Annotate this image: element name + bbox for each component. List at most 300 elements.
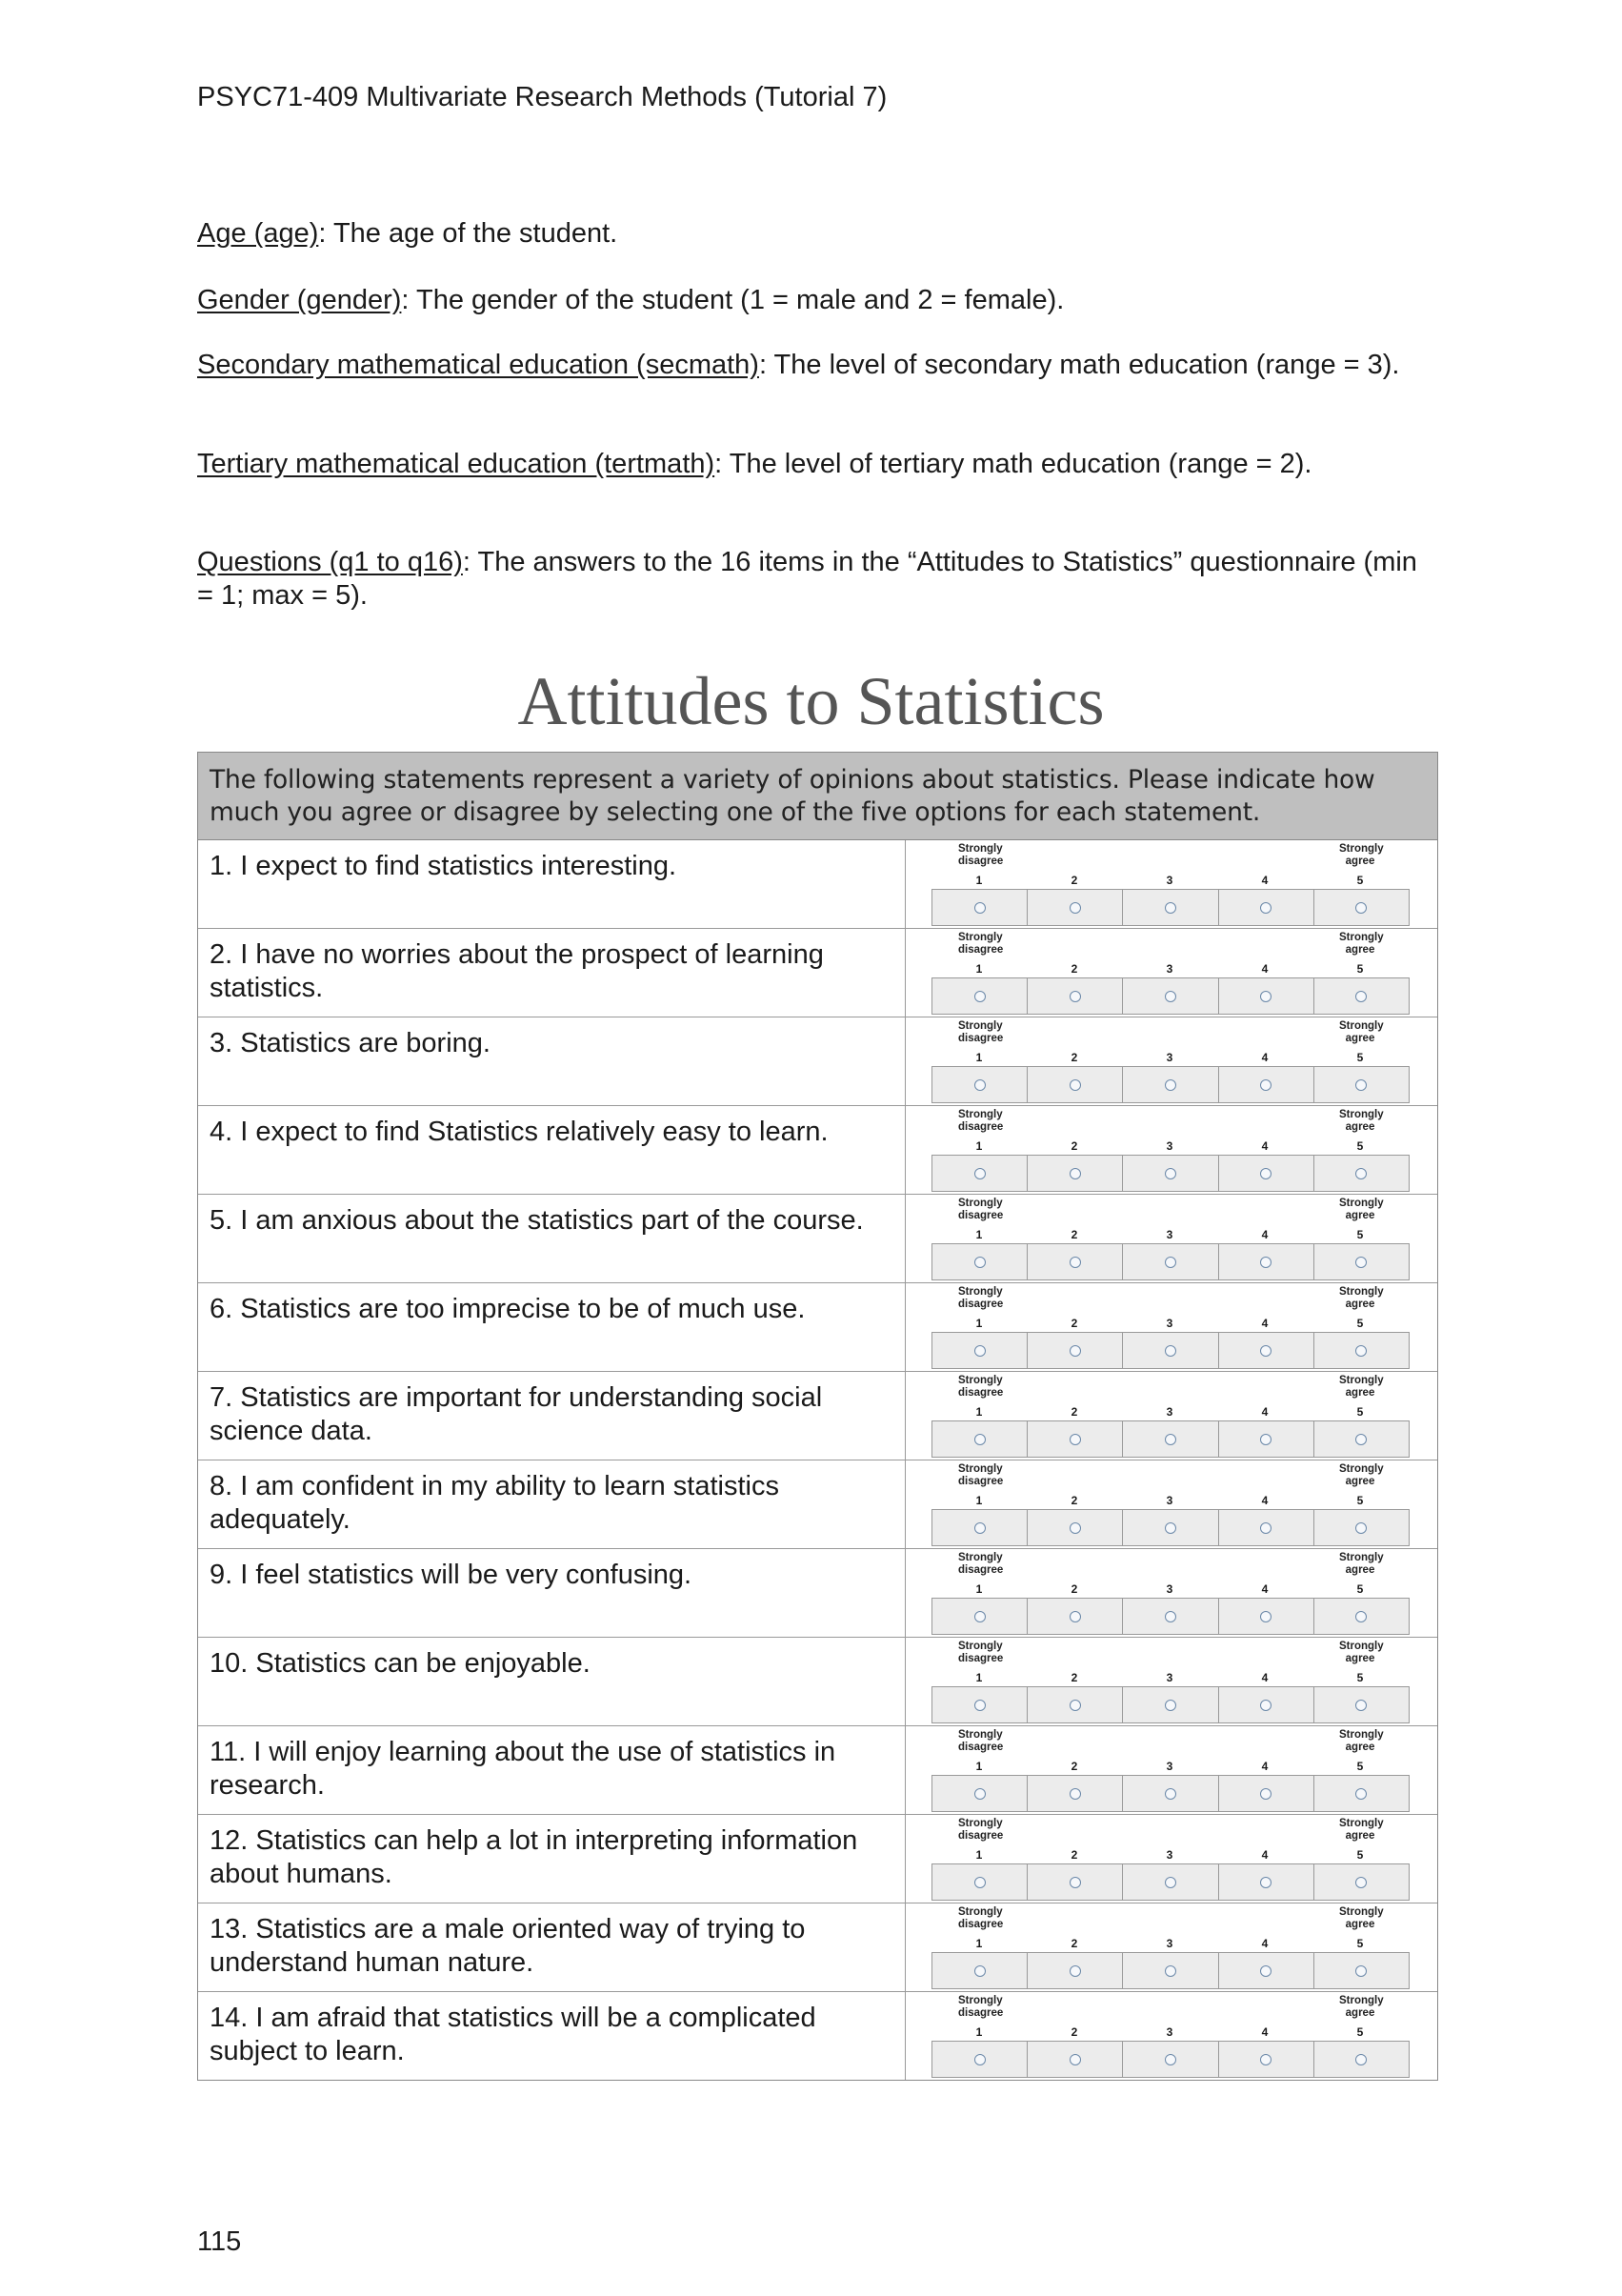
radio-button[interactable] [1165,1345,1176,1357]
radio-button[interactable] [974,1877,986,1888]
radio-button[interactable] [1165,1877,1176,1888]
radio-button[interactable] [1070,1522,1081,1534]
radio-button[interactable] [1355,1079,1367,1091]
radio-cell[interactable] [932,2042,1028,2077]
radio-button[interactable] [974,2054,986,2065]
likert-scale [906,929,1437,1017]
radio-button[interactable] [1260,1700,1272,1711]
scale-number: 4 [1261,1051,1269,1064]
question-text: 14. I am afraid that statistics will be a complicated subject to learn. [198,1992,906,2080]
scale-number: 4 [1261,1228,1269,1241]
radio-cell[interactable] [1123,1864,1218,1900]
scale-high-label: Strongly agree [1339,932,1384,956]
scale-number: 3 [1166,1937,1173,1950]
radio-button[interactable] [1355,1168,1367,1179]
radio-cell[interactable] [1028,890,1123,925]
radio-button[interactable] [1260,991,1272,1002]
scale-number: 4 [1261,962,1269,976]
question-text: 7. Statistics are important for understanding social science data. [198,1372,906,1460]
scale-high-label: Strongly agree [1339,1552,1384,1576]
questionnaire-title: Attitudes to Statistics [517,663,1105,739]
scale-number: 2 [1071,1760,1078,1773]
radio-cell[interactable] [1314,1864,1409,1900]
variable-text: : The level of secondary math education (range = 3). [758,350,1400,380]
radio-button[interactable] [1260,1877,1272,1888]
scale-low-label: Strongly disagree [958,1729,1004,1753]
radio-cell[interactable] [932,1599,1028,1634]
questionnaire-table [197,752,1438,2081]
scale-low-label: Strongly disagree [958,1286,1004,1310]
scale-number: 3 [1166,1139,1173,1153]
radio-button[interactable] [974,1079,986,1091]
likert-scale [906,1638,1437,1725]
variable-description [197,349,1435,382]
question-row [198,1372,1437,1460]
radio-cell[interactable] [932,1687,1028,1722]
radio-button[interactable] [1260,1345,1272,1357]
radio-cell[interactable] [932,1333,1028,1368]
radio-group [931,1686,1410,1723]
radio-button[interactable] [1070,1168,1081,1179]
radio-button[interactable] [1260,1788,1272,1800]
scale-low-label: Strongly disagree [958,1020,1004,1044]
radio-cell[interactable] [1028,1776,1123,1811]
scale-number: 4 [1261,1317,1269,1330]
scale-number: 2 [1071,1671,1078,1684]
scale-number: 1 [975,1582,983,1596]
likert-scale [906,1195,1437,1282]
radio-button[interactable] [974,1522,986,1534]
scale-number: 2 [1071,1228,1078,1241]
radio-cell[interactable] [1028,978,1123,1014]
radio-cell[interactable] [1314,1333,1409,1368]
question-text: 8. I am confident in my ability to learn statistics adequately. [198,1460,906,1548]
scale-number: 5 [1356,1051,1364,1064]
likert-scale [906,1549,1437,1637]
scale-number: 4 [1261,1582,1269,1596]
radio-cell[interactable] [1123,1599,1218,1634]
radio-cell[interactable] [1314,1421,1409,1457]
scale-low-label: Strongly disagree [958,1552,1004,1576]
radio-cell[interactable] [1219,1864,1314,1900]
radio-button[interactable] [1070,902,1081,914]
question-row [198,1903,1437,1992]
question-text: 1. I expect to find statistics interesting. [198,840,906,928]
radio-button[interactable] [1165,1611,1176,1622]
radio-cell[interactable] [932,1067,1028,1102]
scale-low-label: Strongly disagree [958,1818,1004,1842]
radio-cell[interactable] [1123,1510,1218,1545]
scale-low-label: Strongly disagree [958,1198,1004,1221]
radio-button[interactable] [1165,902,1176,914]
variable-name: Age (age) [197,218,319,249]
radio-cell[interactable] [1028,1687,1123,1722]
scale-number: 2 [1071,1494,1078,1507]
scale-number: 4 [1261,1760,1269,1773]
question-row [198,1815,1437,1903]
scale-number: 4 [1261,1494,1269,1507]
radio-cell[interactable] [1219,1421,1314,1457]
radio-cell[interactable] [932,1510,1028,1545]
radio-cell[interactable] [1314,2042,1409,2077]
scale-number: 2 [1071,1937,1078,1950]
radio-button[interactable] [1165,2054,1176,2065]
radio-cell[interactable] [1028,1864,1123,1900]
question-row [198,1992,1437,2080]
question-text: 4. I expect to find Statistics relatively easy to learn. [198,1106,906,1194]
radio-cell[interactable] [1314,978,1409,1014]
variable-name: Secondary mathematical education (secmath) [197,350,759,380]
radio-group [931,1155,1410,1192]
radio-button[interactable] [1355,1345,1367,1357]
radio-cell[interactable] [1028,1156,1123,1191]
question-text: 9. I feel statistics will be very confusing. [198,1549,906,1637]
radio-button[interactable] [1260,1611,1272,1622]
scale-number: 1 [975,1317,983,1330]
scale-number: 3 [1166,1848,1173,1862]
variable-description [197,546,1435,613]
scale-low-label: Strongly disagree [958,1109,1004,1133]
radio-button[interactable] [1070,1788,1081,1800]
radio-cell[interactable] [932,978,1028,1014]
scale-number: 5 [1356,1494,1364,1507]
radio-cell[interactable] [1219,978,1314,1014]
scale-number: 4 [1261,1671,1269,1684]
radio-button[interactable] [1260,902,1272,914]
scale-number: 1 [975,1848,983,1862]
scale-number: 2 [1071,1051,1078,1064]
radio-button[interactable] [974,1700,986,1711]
radio-cell[interactable] [1314,1776,1409,1811]
radio-button[interactable] [1165,991,1176,1002]
radio-cell[interactable] [1028,1244,1123,1279]
scale-high-label: Strongly agree [1339,1463,1384,1487]
scale-number: 5 [1356,2025,1364,2039]
question-row [198,1549,1437,1638]
scale-number: 1 [975,1671,983,1684]
scale-low-label: Strongly disagree [958,1375,1004,1399]
likert-scale [906,1017,1437,1105]
scale-number: 4 [1261,1405,1269,1419]
question-text: 13. Statistics are a male oriented way of trying to understand human nature. [198,1903,906,1991]
scale-number: 2 [1071,962,1078,976]
scale-number: 2 [1071,1317,1078,1330]
radio-button[interactable] [1165,1965,1176,1977]
radio-cell[interactable] [1219,1776,1314,1811]
radio-cell[interactable] [932,890,1028,925]
radio-cell[interactable] [1219,1156,1314,1191]
radio-button[interactable] [1260,1168,1272,1179]
radio-button[interactable] [1260,1965,1272,1977]
radio-cell[interactable] [1219,1333,1314,1368]
question-row [198,929,1437,1017]
radio-button[interactable] [974,1434,986,1445]
scale-number: 1 [975,874,983,887]
scale-high-label: Strongly agree [1339,843,1384,867]
radio-button[interactable] [1070,2054,1081,2065]
page-number: 115 [197,2226,242,2257]
radio-cell[interactable] [1219,2042,1314,2077]
scale-number: 1 [975,1139,983,1153]
variable-name: Gender (gender) [197,285,402,315]
scale-low-label: Strongly disagree [958,1463,1004,1487]
radio-cell[interactable] [1219,1953,1314,1988]
question-row [198,1726,1437,1815]
scale-low-label: Strongly disagree [958,1995,1004,2019]
radio-button[interactable] [1355,1257,1367,1268]
radio-button[interactable] [1355,1611,1367,1622]
radio-cell[interactable] [1123,1333,1218,1368]
radio-button[interactable] [974,1345,986,1357]
likert-scale [906,1903,1437,1991]
radio-button[interactable] [1260,2054,1272,2065]
radio-button[interactable] [1260,1522,1272,1534]
radio-cell[interactable] [932,1156,1028,1191]
radio-button[interactable] [1355,1788,1367,1800]
radio-button[interactable] [1355,902,1367,914]
scale-number: 2 [1071,1582,1078,1596]
radio-button[interactable] [1070,991,1081,1002]
scale-number: 5 [1356,1405,1364,1419]
radio-cell[interactable] [1123,2042,1218,2077]
radio-button[interactable] [1355,991,1367,1002]
radio-cell[interactable] [932,1421,1028,1457]
radio-cell[interactable] [1028,1333,1123,1368]
scale-number: 1 [975,1760,983,1773]
scale-number: 5 [1356,1317,1364,1330]
scale-high-label: Strongly agree [1339,1729,1384,1753]
question-row [198,1283,1437,1372]
variable-name: Tertiary mathematical education (tertmath) [197,449,715,479]
radio-cell[interactable] [1314,1599,1409,1634]
scale-number: 1 [975,1228,983,1241]
variable-text: : The level of tertiary math education (range = 2). [714,449,1312,479]
radio-cell[interactable] [1028,1510,1123,1545]
question-text: 5. I am anxious about the statistics part of the course. [198,1195,906,1282]
radio-cell[interactable] [1123,1067,1218,1102]
radio-group [931,1952,1410,1989]
radio-button[interactable] [1070,1700,1081,1711]
radio-button[interactable] [1355,1700,1367,1711]
scale-number: 5 [1356,962,1364,976]
radio-button[interactable] [1070,1611,1081,1622]
radio-cell[interactable] [1219,1244,1314,1279]
variable-text: : The age of the student. [318,218,618,249]
variable-name: Questions (q1 to q16) [197,547,463,577]
radio-cell[interactable] [932,1864,1028,1900]
scale-number: 3 [1166,1671,1173,1684]
radio-cell[interactable] [1314,1156,1409,1191]
radio-cell[interactable] [1123,1156,1218,1191]
scale-number: 3 [1166,2025,1173,2039]
radio-button[interactable] [1165,1079,1176,1091]
scale-number: 5 [1356,1760,1364,1773]
likert-scale [906,840,1437,928]
radio-button[interactable] [1355,2054,1367,2065]
question-row [198,1017,1437,1106]
scale-high-label: Strongly agree [1339,1020,1384,1044]
radio-cell[interactable] [1123,978,1218,1014]
radio-button[interactable] [1165,1434,1176,1445]
radio-button[interactable] [1355,1877,1367,1888]
question-row [198,1460,1437,1549]
scale-number: 5 [1356,1139,1364,1153]
scale-low-label: Strongly disagree [958,932,1004,956]
scale-number: 3 [1166,962,1173,976]
radio-cell[interactable] [1123,1421,1218,1457]
radio-button[interactable] [1165,1700,1176,1711]
radio-button[interactable] [1260,1079,1272,1091]
scale-number: 5 [1356,1937,1364,1950]
radio-button[interactable] [1165,1522,1176,1534]
question-row [198,1195,1437,1283]
scale-low-label: Strongly disagree [958,1906,1004,1930]
scale-number: 3 [1166,1582,1173,1596]
radio-button[interactable] [1070,1257,1081,1268]
radio-group [931,1509,1410,1546]
question-text: 6. Statistics are too imprecise to be of much use. [198,1283,906,1371]
scale-number: 5 [1356,1228,1364,1241]
scale-number: 2 [1071,874,1078,887]
scale-high-label: Strongly agree [1339,1818,1384,1842]
likert-scale [906,1726,1437,1814]
radio-button[interactable] [1165,1788,1176,1800]
radio-button[interactable] [1070,1079,1081,1091]
radio-cell[interactable] [1028,1599,1123,1634]
scale-number: 3 [1166,1228,1173,1241]
radio-button[interactable] [1070,1965,1081,1977]
scale-number: 4 [1261,874,1269,887]
radio-cell[interactable] [1123,890,1218,925]
radio-cell[interactable] [1219,1510,1314,1545]
radio-button[interactable] [1355,1522,1367,1534]
running-header: PSYC71-409 Multivariate Research Methods (Tutorial 7) [197,82,888,112]
scale-number: 3 [1166,1405,1173,1419]
scale-low-label: Strongly disagree [958,843,1004,867]
scale-high-label: Strongly agree [1339,1286,1384,1310]
radio-button[interactable] [974,902,986,914]
scale-high-label: Strongly agree [1339,1641,1384,1664]
radio-cell[interactable] [1123,1776,1218,1811]
scale-number: 3 [1166,1494,1173,1507]
radio-group [931,1775,1410,1812]
scale-number: 1 [975,1494,983,1507]
radio-button[interactable] [1070,1877,1081,1888]
radio-button[interactable] [1355,1434,1367,1445]
radio-cell[interactable] [1219,1687,1314,1722]
variable-text: : The answers to the 16 items in the “Attitudes to Statistics” questionnaire (min = 1; max = 5). [197,547,1417,611]
radio-button[interactable] [974,1611,986,1622]
radio-button[interactable] [1355,1965,1367,1977]
question-text: 3. Statistics are boring. [198,1017,906,1105]
radio-group [931,1066,1410,1103]
question-text: 10. Statistics can be enjoyable. [198,1638,906,1725]
radio-cell[interactable] [1028,1067,1123,1102]
variable-text: : The gender of the student (1 = male and 2 = female). [401,285,1065,315]
variable-description [197,284,1435,317]
radio-cell[interactable] [1028,1421,1123,1457]
scale-high-label: Strongly agree [1339,1375,1384,1399]
scale-number: 1 [975,1405,983,1419]
scale-number: 5 [1356,1582,1364,1596]
radio-cell[interactable] [1123,1244,1218,1279]
scale-number: 1 [975,1937,983,1950]
radio-button[interactable] [1070,1434,1081,1445]
likert-scale [906,1815,1437,1903]
radio-cell[interactable] [1314,890,1409,925]
scale-number: 1 [975,2025,983,2039]
radio-button[interactable] [974,1965,986,1977]
scale-number: 2 [1071,1139,1078,1153]
radio-group [931,977,1410,1015]
question-row [198,1106,1437,1195]
radio-cell[interactable] [1219,1067,1314,1102]
radio-cell[interactable] [1314,1244,1409,1279]
variable-description [197,217,1435,251]
likert-scale [906,1992,1437,2080]
scale-high-label: Strongly agree [1339,1906,1384,1930]
radio-cell[interactable] [1219,890,1314,925]
radio-cell[interactable] [1028,2042,1123,2077]
radio-cell[interactable] [932,1953,1028,1988]
likert-scale [906,1283,1437,1371]
question-row [198,1638,1437,1726]
scale-number: 3 [1166,1317,1173,1330]
scale-number: 2 [1071,1405,1078,1419]
radio-cell[interactable] [1219,1599,1314,1634]
radio-cell[interactable] [932,1244,1028,1279]
radio-button[interactable] [974,991,986,1002]
radio-group [931,1598,1410,1635]
likert-scale [906,1106,1437,1194]
radio-cell[interactable] [1028,1953,1123,1988]
question-text: 12. Statistics can help a lot in interpreting information about humans. [198,1815,906,1903]
likert-scale [906,1372,1437,1460]
radio-button[interactable] [1260,1434,1272,1445]
radio-button[interactable] [1165,1168,1176,1179]
radio-button[interactable] [1260,1257,1272,1268]
scale-number: 3 [1166,1760,1173,1773]
likert-scale [906,1460,1437,1548]
radio-cell[interactable] [1123,1687,1218,1722]
scale-high-label: Strongly agree [1339,1109,1384,1133]
radio-group [931,889,1410,926]
scale-number: 5 [1356,1671,1364,1684]
radio-cell[interactable] [932,1776,1028,1811]
radio-button[interactable] [1070,1345,1081,1357]
radio-group [931,1243,1410,1280]
scale-low-label: Strongly disagree [958,1641,1004,1664]
scale-number: 3 [1166,1051,1173,1064]
radio-group [931,1332,1410,1369]
scale-number: 4 [1261,1139,1269,1153]
radio-button[interactable] [974,1168,986,1179]
radio-cell[interactable] [1123,1953,1218,1988]
question-text: 11. I will enjoy learning about the use of statistics in research. [198,1726,906,1814]
radio-button[interactable] [974,1788,986,1800]
scale-number: 2 [1071,2025,1078,2039]
question-row [198,840,1437,929]
radio-button[interactable] [1165,1257,1176,1268]
radio-cell[interactable] [1314,1067,1409,1102]
radio-cell[interactable] [1314,1953,1409,1988]
scale-number: 3 [1166,874,1173,887]
scale-number: 4 [1261,1848,1269,1862]
radio-group [931,2041,1410,2078]
radio-cell[interactable] [1314,1687,1409,1722]
radio-button[interactable] [974,1257,986,1268]
radio-cell[interactable] [1314,1510,1409,1545]
